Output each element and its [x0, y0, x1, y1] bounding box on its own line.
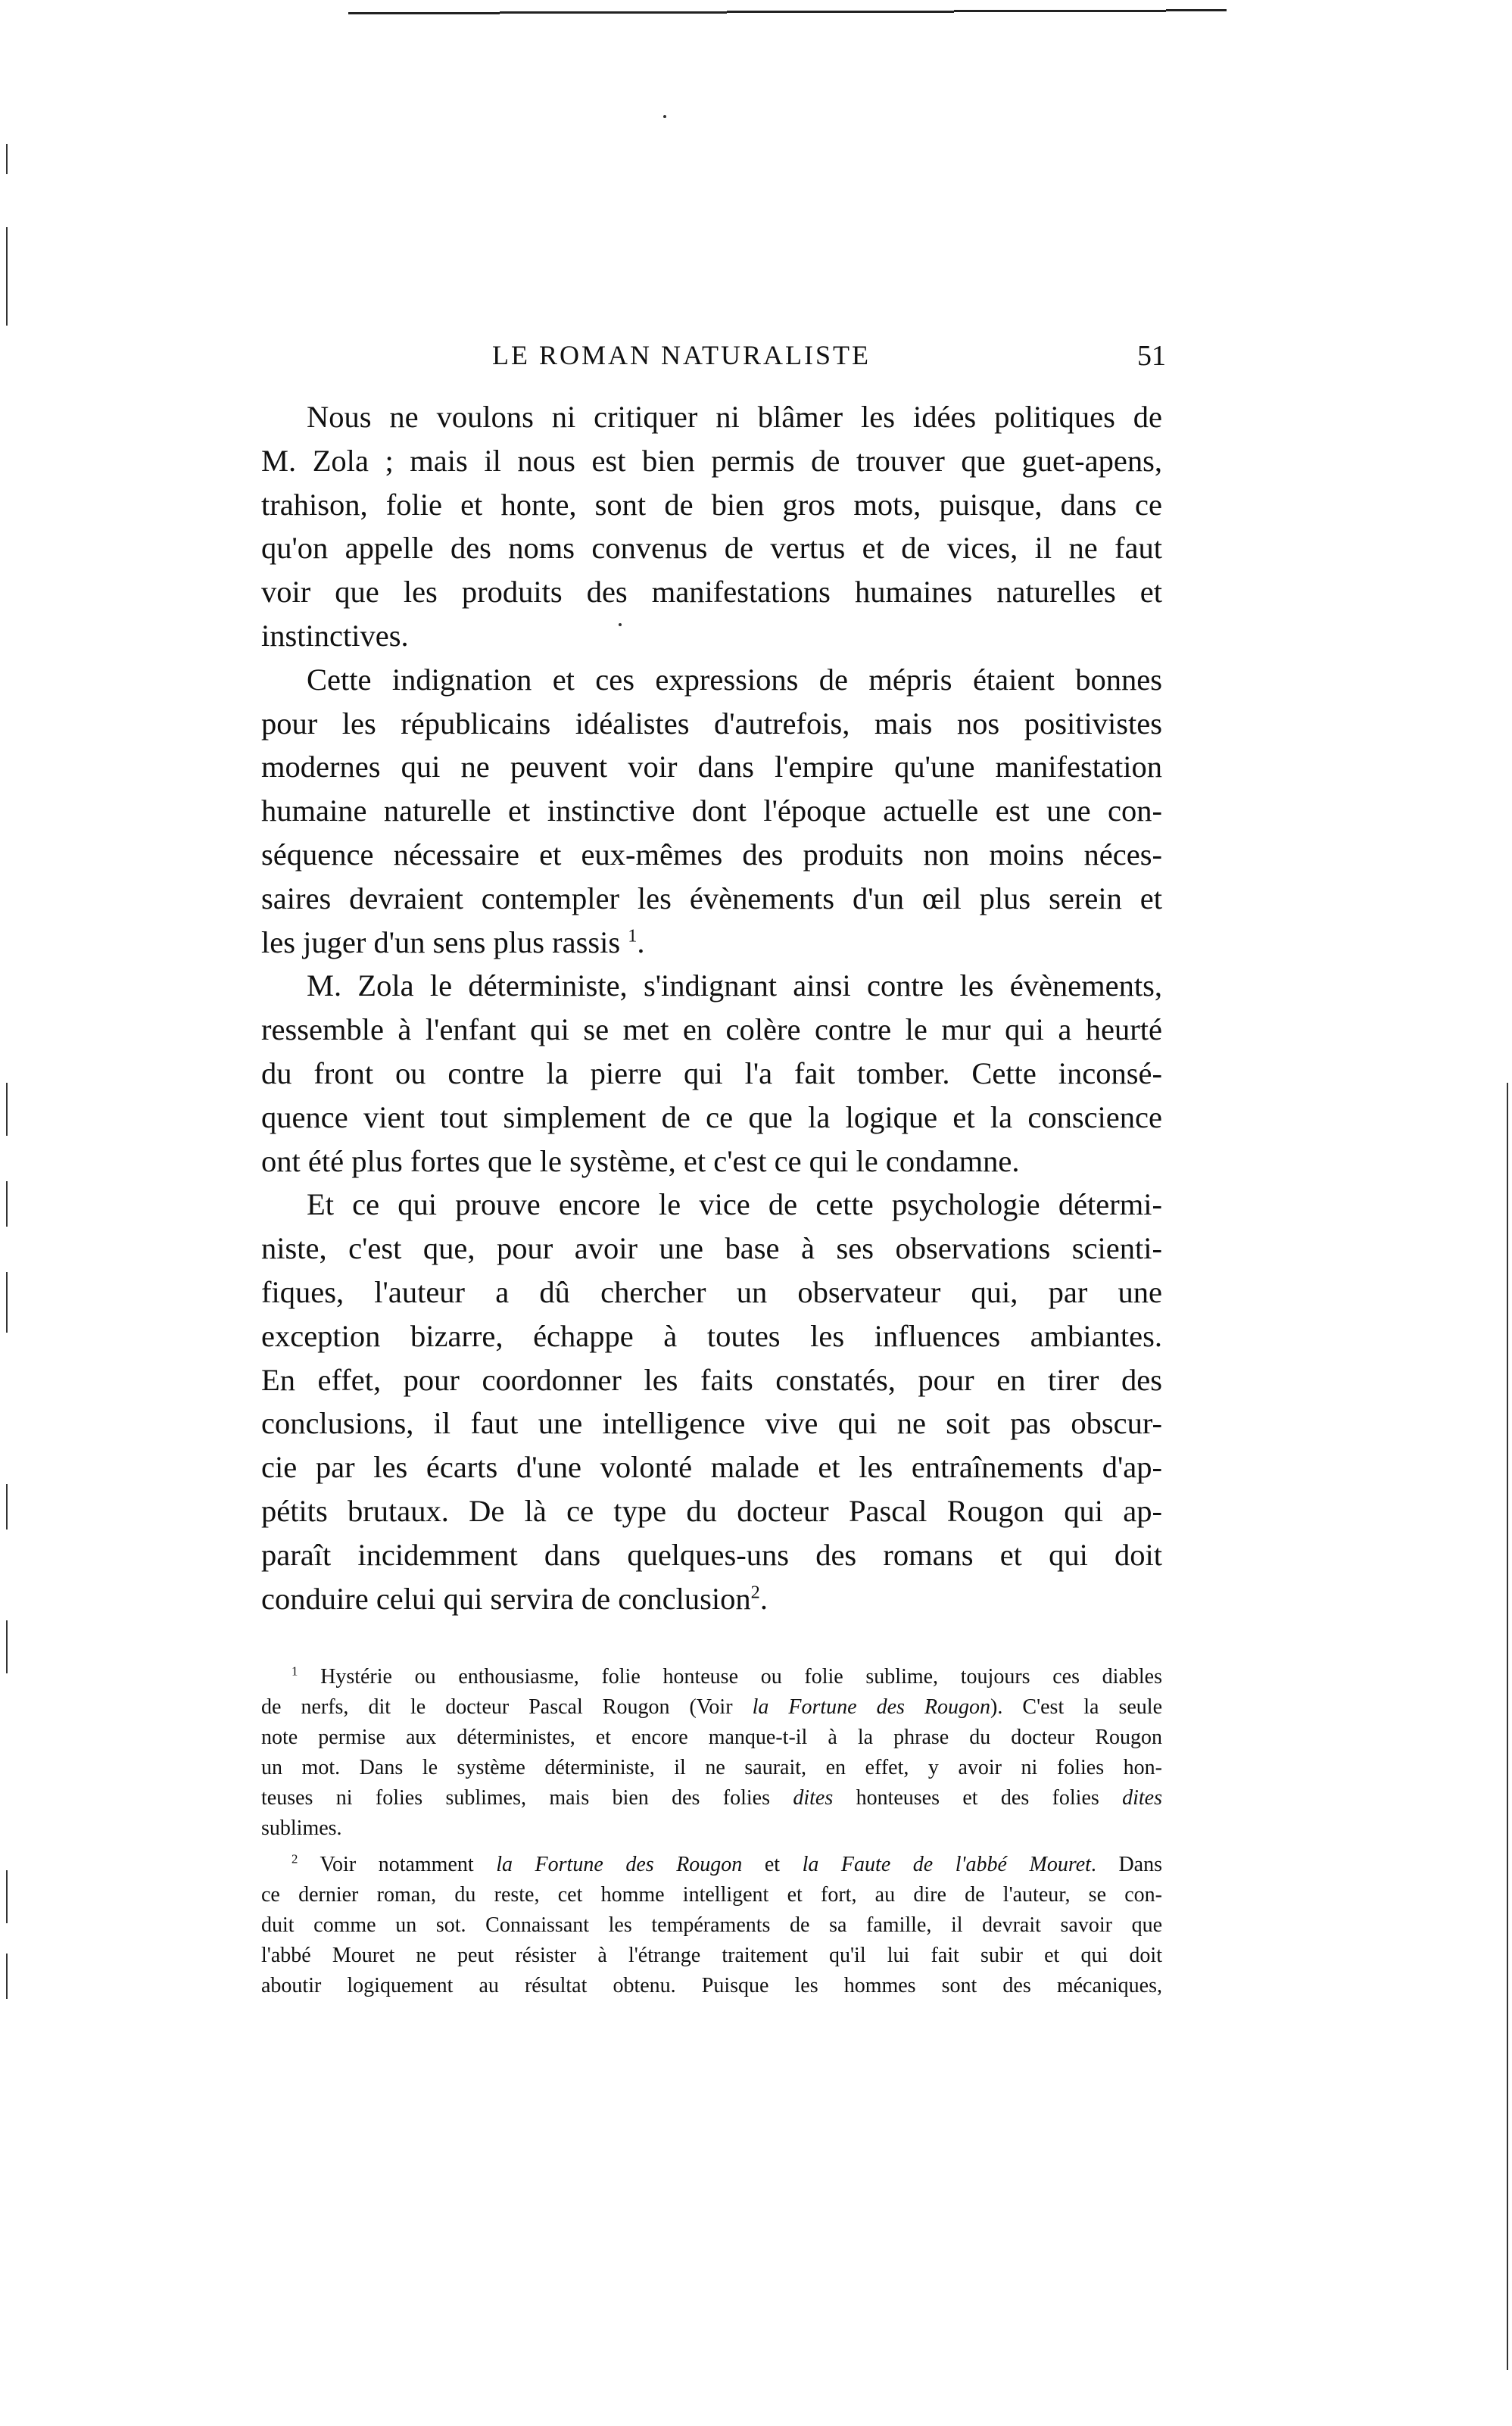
footnotes	[261, 1662, 1162, 2001]
footnote-text-run: ce dernier roman, du reste, cet homme intelligent et fort, au dire de l'auteur, se con-	[261, 1883, 1162, 1907]
footnote-text	[320, 1853, 1162, 1876]
text-line: Et ce qui prouve encore le vice de cette psychologie détermi-	[307, 1187, 1162, 1222]
margin-mark	[6, 1870, 8, 1923]
footnote-text-run: de nerfs, dit le docteur Pascal Rougon (Voir	[261, 1695, 753, 1719]
footnote-text-run: Voir notamment	[320, 1853, 497, 1876]
text-line: voir que les produits des manifestations humaines naturelles et	[261, 575, 1162, 610]
paragraph	[261, 395, 1162, 658]
margin-mark	[6, 1083, 8, 1136]
text-line: trahison, folie et honte, sont de bien gros mots, puisque, dans ce	[261, 487, 1162, 522]
punctuation: .	[637, 925, 645, 959]
italic-title: la Faute de l'abbé Mouret	[802, 1853, 1091, 1876]
paragraph	[261, 964, 1162, 1183]
footnote-text-run: ). C'est la seule	[990, 1695, 1163, 1719]
page-header	[257, 339, 1166, 377]
text-line	[261, 1577, 1162, 1621]
footnote-line	[261, 1692, 1162, 1723]
footnote-number: 1	[291, 1664, 298, 1679]
margin-mark	[6, 227, 8, 326]
body-text	[261, 395, 1162, 1620]
footnote-ref[interactable]: 1	[628, 925, 638, 946]
text-line: exception bizarre, échappe à toutes les influences ambiantes.	[261, 1318, 1162, 1353]
footnote-text-run: . Dans	[1090, 1853, 1162, 1876]
margin-mark	[6, 144, 8, 174]
italic-title: dites	[1122, 1786, 1163, 1810]
text-line	[261, 921, 1162, 965]
text-line-content: les juger d'un sens plus rassis	[261, 925, 621, 959]
text-line: niste, c'est que, pour avoir une base à ses observations scienti-	[261, 1231, 1162, 1266]
footnote-line	[261, 1880, 1162, 1910]
margin-mark	[6, 1181, 8, 1227]
punctuation: .	[759, 1581, 768, 1616]
footnote-text-run: duit comme un sot. Connaissant les tempéraments de sa famille, il devrait savoir que	[261, 1913, 1162, 1937]
footnote-ref[interactable]: 2	[750, 1582, 760, 1603]
text-line: du front ou contre la pierre qui l'a fait tomber. Cette inconsé-	[261, 1056, 1162, 1090]
text-line: Nous ne voulons ni critiquer ni blâmer les idées politiques de	[307, 400, 1162, 434]
footnote-line	[261, 1971, 1162, 2001]
text-line: ont été plus fortes que le système, et c'est ce qui le condamne.	[261, 1143, 1020, 1178]
text-line: cie par les écarts d'une volonté malade et les entraînements d'ap-	[261, 1450, 1162, 1485]
italic-title: dites	[793, 1786, 834, 1810]
text-line: quence vient tout simplement de ce que la logique et la conscience	[261, 1099, 1162, 1134]
footnote-text-run: un mot. Dans le système déterministe, il ne saurait, en effet, y avoir ni folies hon-	[261, 1756, 1162, 1779]
paragraph	[261, 1183, 1162, 1620]
footnote-text-run: aboutir logiquement au résultat obtenu. Puisque les hommes sont des mécaniques,	[261, 1974, 1162, 1997]
footnote-text-run: teuses ni folies sublimes, mais bien des folies	[261, 1786, 793, 1810]
paragraph	[261, 658, 1162, 965]
footnote-line	[261, 1910, 1162, 1941]
footnote-text-run: Hystérie ou enthousiasme, folie honteuse ou folie sublime, toujours ces diables	[320, 1665, 1162, 1689]
footnote-text	[320, 1665, 1162, 1689]
text-line: En effet, pour coordonner les faits constatés, pour en tirer des	[261, 1362, 1162, 1397]
text-line: qu'on appelle des noms convenus de vertus et de vices, il ne faut	[261, 531, 1162, 566]
text-line: séquence nécessaire et eux-mêmes des produits non moins néces-	[261, 837, 1162, 872]
footnote-text-run: note permise aux déterministes, et encore manque-t-il à la phrase du docteur Rougon	[261, 1726, 1162, 1749]
text-line: ressemble à l'enfant qui se met en colère contre le mur qui a heurté	[261, 1012, 1162, 1047]
text-line: instinctives.	[261, 618, 409, 653]
text-line: humaine naturelle et instinctive dont l'époque actuelle est une con-	[261, 794, 1162, 828]
footnote-text-run: et	[742, 1853, 803, 1876]
margin-mark	[6, 1484, 8, 1530]
footnote-line	[261, 1753, 1162, 1783]
footnote-line	[261, 1723, 1162, 1753]
footnote-gap	[261, 1844, 1162, 1850]
footnote-1	[261, 1662, 1162, 1844]
margin-mark	[1507, 1083, 1508, 2370]
page-number: 51	[1137, 340, 1166, 372]
footnote-number: 2	[291, 1851, 298, 1866]
text-line: conclusions, il faut une intelligence vive qui ne soit pas obscur-	[261, 1406, 1162, 1441]
text-line: paraît incidemment dans quelques-uns des romans et qui doit	[261, 1537, 1162, 1572]
footnote-text-run: sublimes.	[261, 1816, 342, 1840]
text-line: modernes qui ne peuvent voir dans l'empire qu'une manifestation	[261, 750, 1162, 784]
margin-mark	[6, 1272, 8, 1333]
text-line: M. Zola ; mais il nous est bien permis de trouver que guet-apens,	[261, 443, 1162, 478]
footnote-line	[261, 1850, 1162, 1880]
scan-edge-top	[91, 9, 1287, 14]
footnote-text-run: honteuses et des folies	[833, 1786, 1123, 1810]
text-line: M. Zola le déterministe, s'indignant ainsi contre les évènements,	[307, 968, 1162, 1003]
footnote-line	[261, 1783, 1162, 1813]
text-line: Cette indignation et ces expressions de mépris étaient bonnes	[307, 662, 1162, 697]
footnote-2	[261, 1850, 1162, 2001]
text-line: fiques, l'auteur a dû chercher un observateur qui, par une	[261, 1274, 1162, 1309]
text-line: saires devraient contempler les évènements d'un œil plus serein et	[261, 881, 1162, 915]
margin-mark	[6, 1620, 8, 1673]
text-line-content: conduire celui qui servira de conclusion	[261, 1581, 751, 1616]
footnote-line	[261, 1662, 1162, 1692]
footnote-line	[261, 1813, 1162, 1844]
footnote-line	[261, 1941, 1162, 1971]
text-line: pétits brutaux. De là ce type du docteur Pascal Rougon qui ap-	[261, 1493, 1162, 1528]
italic-title: la Fortune des Rougon	[496, 1853, 743, 1876]
text-line: pour les républicains idéalistes d'autrefois, mais nos positivistes	[261, 706, 1162, 741]
italic-title: la Fortune des Rougon	[752, 1695, 991, 1719]
footnote-text-run: l'abbé Mouret ne peut résister à l'étrange traitement qu'il lui fait subir et qui doit	[261, 1944, 1162, 1967]
margin-mark	[6, 1954, 8, 1999]
speck	[663, 115, 666, 118]
running-title: LE ROMAN NATURALISTE	[492, 340, 871, 370]
